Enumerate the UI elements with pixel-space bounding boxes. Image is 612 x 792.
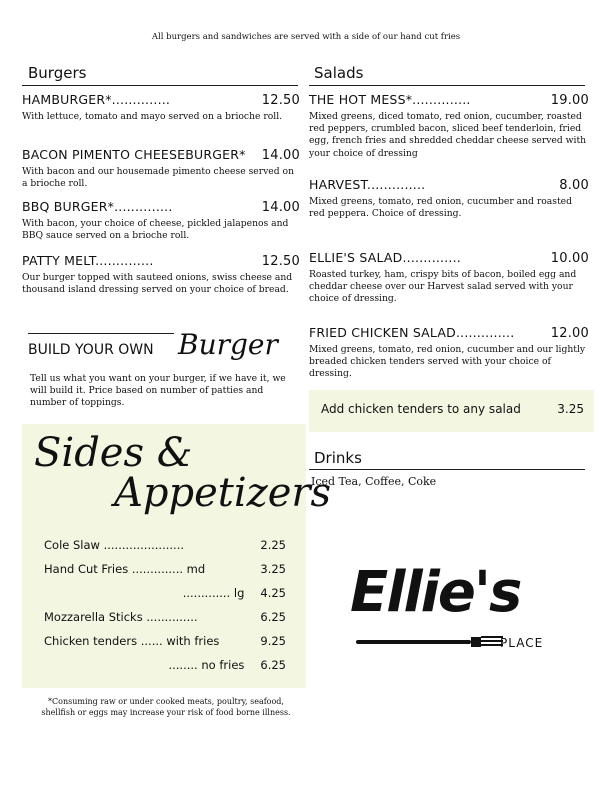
side-label: Hand Cut Fries .............. md — [44, 562, 206, 576]
side-label: Chicken tenders ...... with fries — [44, 634, 220, 648]
menu-item-ellies-salad: ELLIE'S SALAD.............. 10.00 Roasted turkey, ham, crispy bits of bacon, boiled egg and cheddar cheese over our Harvest salad served with your choice of dressing. — [309, 250, 589, 305]
menu-item-hamburger: HAMBURGER*.............. 12.50 With lettuce, tomato and mayo served on a brioche roll. — [22, 92, 300, 122]
item-name: THE HOT MESS* — [309, 92, 413, 107]
side-label: Cole Slaw ...................... — [44, 538, 185, 552]
burgers-title: Burgers — [28, 64, 87, 82]
side-item-fries-lg — [44, 586, 286, 600]
side-item-mozzarella — [44, 610, 286, 624]
item-description: Mixed greens, diced tomato, red onion, cucumber, roasted red peppers, crumbled bacon, sliced beef tenderloin, fried egg, french fries and shredded cheddar cheese served with your choice of dressing — [309, 111, 587, 159]
logo-subtitle: PLACE — [500, 636, 544, 650]
side-price: 3.25 — [260, 562, 286, 576]
salads-rule — [309, 85, 585, 86]
side-item-tenders-no-fries — [44, 658, 286, 672]
item-price: 12.50 — [261, 254, 300, 269]
salad-addon-panel — [309, 390, 594, 432]
side-item-tenders-fries — [44, 634, 286, 648]
side-price: 2.25 — [260, 538, 286, 552]
item-price: 10.00 — [550, 251, 589, 266]
item-price: 12.50 — [261, 93, 300, 108]
item-description: Mixed greens, tomato, red onion, cucumber and our lightly breaded chicken tenders served with your choice of dressing. — [309, 344, 586, 380]
item-name: ELLIE'S SALAD — [309, 250, 403, 265]
burgers-rule — [22, 85, 298, 86]
menu-item-bbq-burger: BBQ BURGER*.............. 14.00 With bacon, your choice of cheese, pickled jalapenos and BBQ sauce served on a brioche roll. — [22, 199, 300, 242]
sides-title-line2: Appetizers — [114, 470, 332, 516]
salads-title: Salads — [314, 64, 364, 82]
item-name: BACON PIMENTO CHEESEBURGER* — [22, 147, 246, 162]
side-price: 9.25 — [260, 634, 286, 648]
ellies-place-logo — [350, 560, 560, 670]
side-price: 6.25 — [260, 658, 286, 672]
item-description: With bacon, your choice of cheese, pickled jalapenos and BBQ sauce served on a brioche roll. — [22, 218, 289, 242]
item-price: 19.00 — [550, 93, 589, 108]
addon-text: Add chicken tenders to any salad — [321, 402, 521, 416]
item-description: Our burger topped with sauteed onions, swiss cheese and thousand island dressing served on your choice of bread. — [22, 272, 293, 296]
item-price: 14.00 — [261, 148, 300, 163]
build-description: Tell us what you want on your burger, if we have it, we will build it. Price based on number of patties and number of toppings. — [30, 373, 286, 409]
side-label: ........ no fries — [168, 658, 245, 672]
item-description: Roasted turkey, ham, crispy bits of bacon, boiled egg and cheddar cheese over our Harvest salad served with your choice of dressing. — [309, 269, 577, 305]
build-rule — [28, 333, 174, 334]
menu-item-bacon-pimento — [22, 147, 300, 190]
item-price: 14.00 — [261, 200, 300, 215]
menu-item-patty-melt: PATTY MELT.............. 12.50 Our burger topped with sauteed onions, swiss cheese and thousand island dressing served on your choice of bread. — [22, 253, 300, 296]
item-name: PATTY MELT — [22, 253, 96, 268]
menu-item-fried-chicken-salad: FRIED CHICKEN SALAD.............. 12.00 Mixed greens, tomato, red onion, cucumber and our lightly breaded chicken tenders served with your choice of dressing. — [309, 325, 589, 380]
served-with-note: All burgers and sandwiches are served with a side of our hand cut fries — [151, 32, 461, 42]
item-price: 8.00 — [559, 178, 589, 193]
drinks-list: Iced Tea, Coffee, Coke — [311, 475, 437, 488]
drinks-rule — [309, 469, 585, 470]
menu-item-harvest: HARVEST.............. 8.00 Mixed greens, tomato, red onion, cucumber and roasted red peppera. Choice of dressing. — [309, 177, 589, 220]
fork-icon — [356, 634, 506, 650]
item-name: BBQ BURGER* — [22, 199, 115, 214]
logo-name: Ellie's — [350, 560, 521, 625]
drinks-title: Drinks — [314, 449, 362, 467]
health-disclaimer: *Consuming raw or under cooked meats, poultry, seafood, shellfish or eggs may increase your risk of food borne illness. — [41, 697, 291, 717]
side-label: Mozzarella Sticks .............. — [44, 610, 198, 624]
item-name: FRIED CHICKEN SALAD — [309, 325, 456, 340]
menu-item-hot-mess: THE HOT MESS*.............. 19.00 Mixed greens, diced tomato, red onion, cucumber, roasted red peppers, crumbled bacon, sliced beef tenderloin, fried egg, french fries and shredded cheddar cheese served with your choice of dressing — [309, 92, 589, 159]
sides-panel — [22, 424, 332, 688]
addon-price: 3.25 — [557, 402, 584, 416]
side-price: 4.25 — [260, 586, 286, 600]
item-price: 12.00 — [550, 326, 589, 341]
item-name: HARVEST — [309, 177, 367, 192]
build-script-title: Burger — [178, 328, 278, 361]
side-label: ............. lg — [182, 586, 245, 600]
item-description: With bacon and our housemade pimento cheese served on a brioche roll. — [22, 166, 294, 190]
build-title: BUILD YOUR OWN — [28, 342, 154, 358]
item-description: With lettuce, tomato and mayo served on a brioche roll. — [22, 111, 283, 122]
item-description: Mixed greens, tomato, red onion, cucumber and roasted red peppera. Choice of dressing. — [309, 196, 572, 220]
side-item-fries-md — [44, 562, 286, 576]
side-item-cole-slaw — [44, 538, 286, 552]
side-price: 6.25 — [260, 610, 286, 624]
sides-title-line1: Sides & — [34, 430, 193, 476]
item-name: HAMBURGER* — [22, 92, 112, 107]
